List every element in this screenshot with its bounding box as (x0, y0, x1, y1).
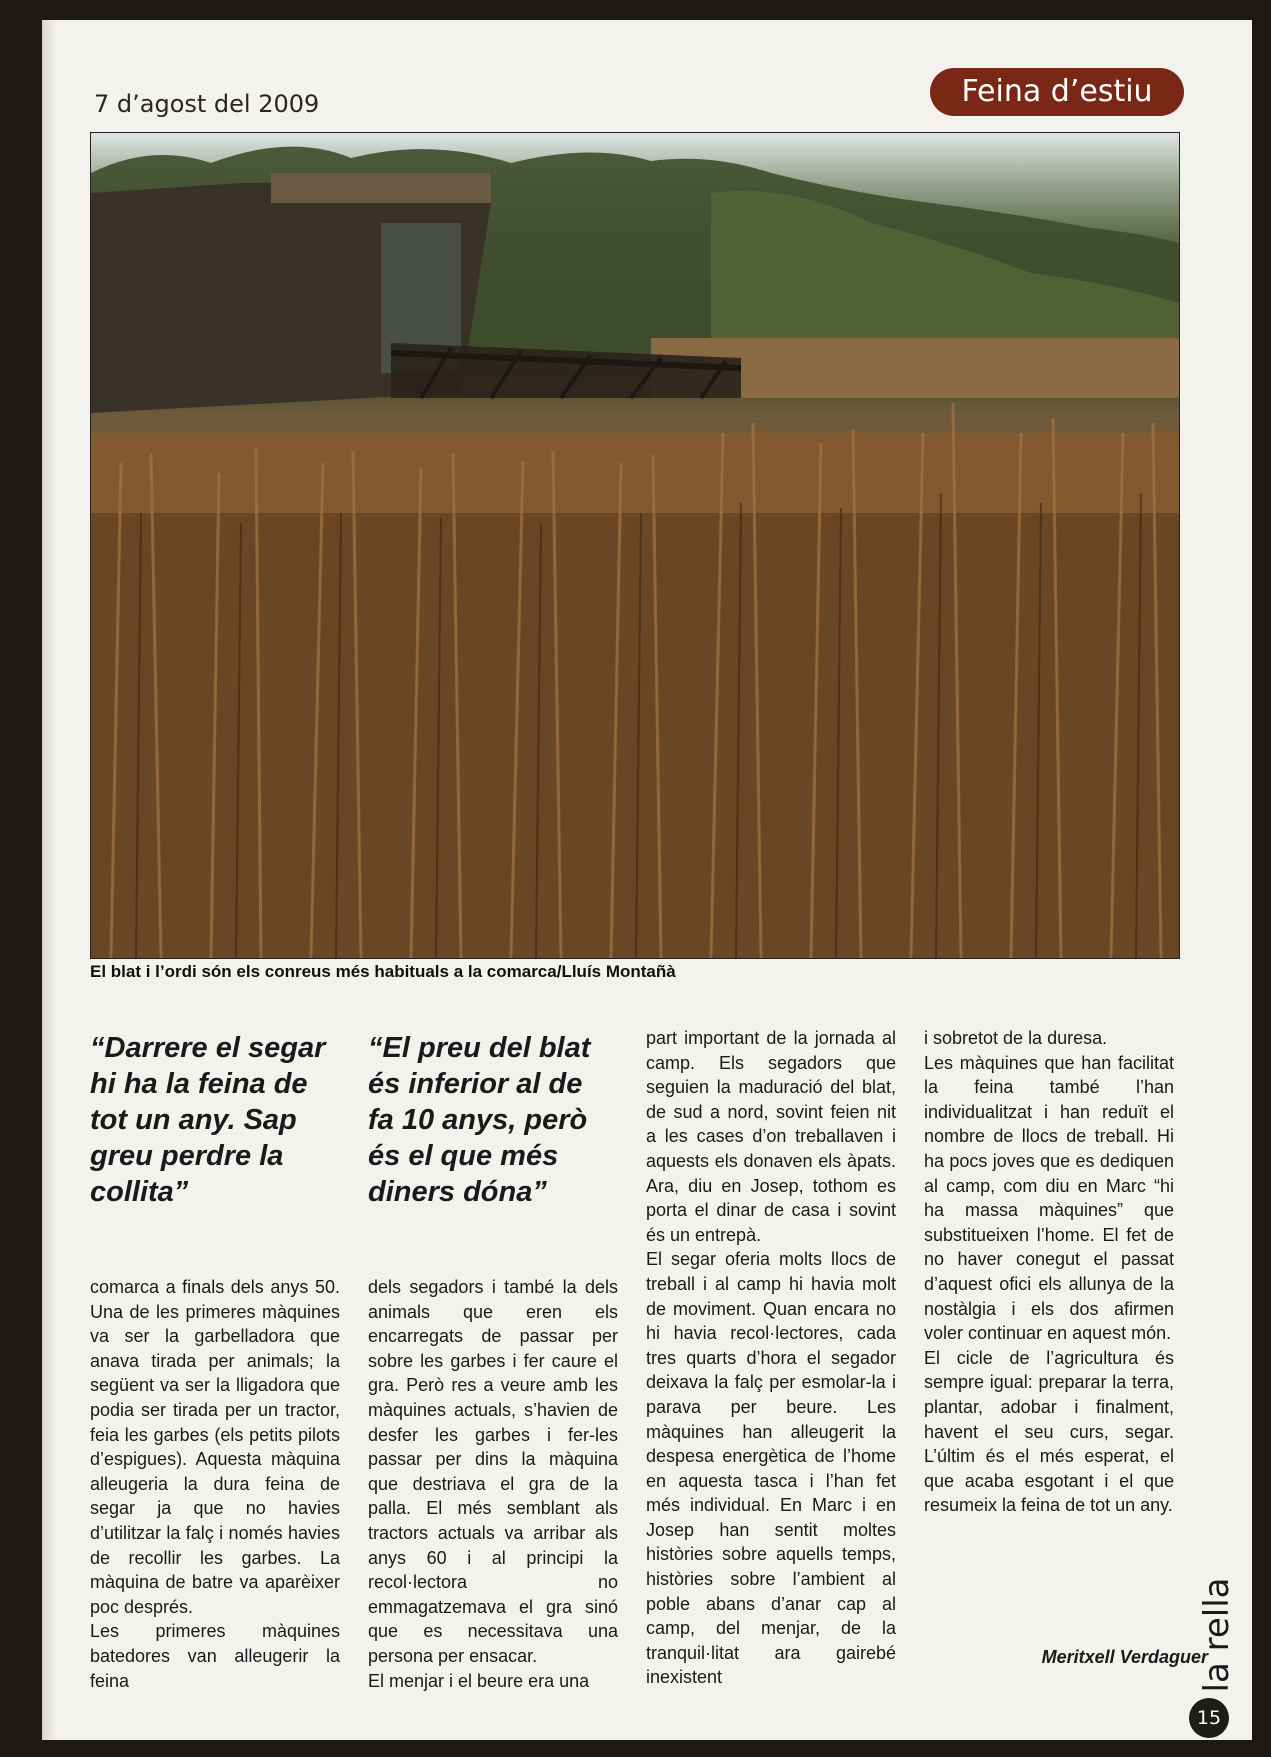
paragraph: Les màquines que han facilitat la feina també l’han individualitzat i han reduït el nombre de llocs de treball. Hi ha pocs joves que es dediquen al camp, com diu en Marc “hi ha massa màquines” que substitueixen l’home. El fet de no haver conegut el passat d’aquest ofici els allunya de la nostàlgia i els dos afirmen voler continuar en aquest món. (924, 1052, 1174, 1344)
paragraph: part important de la jornada al camp. Els segadors que seguien la maduració del blat, de sud a nord, sovint feien nit a les cases d’on treballaven i aquests els donaven els àpats. Ara, diu en Josep, tothom es porta el dinar de casa i sovint és un entrepà. (646, 1028, 896, 1245)
author-byline: Meritxell Verdaguer (1041, 1647, 1208, 1667)
photo-caption (90, 960, 1178, 984)
paragraph: dels segadors i també la dels animals que eren els encarregats de passar per sobre les garbes i fer caure el gra. Però res a veure amb les màquines actuals, s’havien de desfer les garbes i fer-les passar per dins la màquina que destriava el gra de la palla. El més semblant als tractors actuals va arribar als anys 60 i al principi la recol·lectora no emmagatzemava el gra sinó que es necessitava una persona per ensacar. (368, 1277, 618, 1666)
paragraph: El segar oferia molts llocs de treball i al camp hi havia molt de moviment. Quan encara no hi havia recol·lectores, cada tres quarts d’hora el segador deixava la falç per esmolar-la i parava per beure. Les màquines han alleugerit la despesa energètica de l’home en aquesta tasca i l’han fet més individual. En Marc i en Josep han sentit moltes històries sobre aquells temps, històries sobre l’ambient al poble abans d’anar cap al camp, del menjar, de la tranquil·litat ara gairebé inexistent (646, 1249, 896, 1688)
page-spine-shadow (42, 20, 56, 1740)
paragraph: El cicle de l’agricultura és sempre igual: preparar la terra, plantar, adobar i finalment, havent el seu curs, segar. L’últim és el més esperat, el que acaba esgotant i el que resumeix la feina de tot un any. (924, 1347, 1174, 1516)
article-column-3 (646, 1026, 896, 1690)
article-column-2 (368, 1275, 618, 1693)
paragraph: El menjar i el beure era una (368, 1670, 590, 1691)
paragraph: comarca a finals dels anys 50. Una de les primeres màquines va ser la garbelladora que anava tirada per animals; la següent va ser la lligadora que podia ser tirada per un tractor, feia les garbes (els petits pilots d’espigues). Aquesta màquina alleugeria la dura feina de segar ja que no havies d’utilitzar la falç i només havies de recollir les garbes. La màquina de batre va aparèixer poc després. (90, 1277, 340, 1617)
harvester-illustration (91, 133, 1179, 958)
caption-text: El blat i l’ordi són els conreus més habituals a la comarca/ (90, 962, 562, 981)
brand-text: la rella (1197, 1577, 1237, 1693)
article-column-1 (90, 1275, 340, 1693)
pull-quote-1: “Darrere el segar hi ha la feina de tot un any. Sap greu perdre la collita” (90, 1032, 326, 1208)
section-label: Feina d’estiu (930, 68, 1184, 116)
photo-credit: Lluís Montañà (561, 962, 676, 981)
paragraph: i sobretot de la duresa. (924, 1028, 1108, 1048)
issue-date: 7 d’agost del 2009 (94, 90, 320, 118)
pull-quote-2: “El preu del blat és inferior al de fa 10 anys, però és el que més diners dóna” (368, 1032, 591, 1208)
magazine-brand (1197, 1570, 1237, 1700)
page-number: 15 (1189, 1698, 1229, 1738)
article-column-4 (924, 1026, 1174, 1518)
magazine-page (42, 20, 1252, 1740)
wheat-field-photo (90, 132, 1180, 959)
paragraph: Les primeres màquines batedores van alleugerir la feina (90, 1621, 340, 1691)
